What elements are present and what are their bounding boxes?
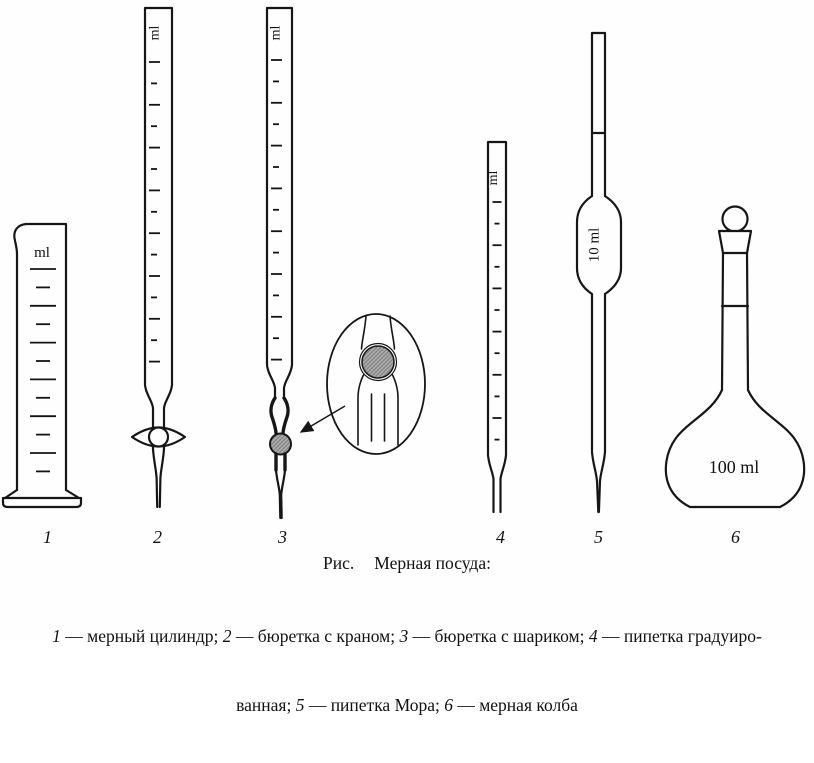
legend-item-text: ванная;	[236, 695, 296, 715]
legend-item-text: — мерный цилиндр;	[60, 626, 223, 646]
legend-line-1	[0, 625, 814, 648]
legend-item-text: — мерная колба	[452, 695, 578, 715]
legend-item-number: 3	[399, 626, 409, 646]
item-number-4: 4	[496, 527, 505, 547]
item-numbers	[0, 527, 814, 551]
stopcock-handle-circle	[149, 428, 168, 447]
item-number-5: 5	[594, 527, 603, 547]
burette2-tube-outline	[267, 8, 292, 398]
legend-item-number: 5	[295, 695, 305, 715]
figure-legend	[0, 579, 814, 763]
burette1-scale-ticks	[149, 62, 160, 362]
legend-item-text: — бюретка с шариком;	[408, 626, 589, 646]
legend-item-text: — пипетка градуиро-	[597, 626, 762, 646]
cylinder-base	[3, 490, 81, 507]
item-number-6: 6	[731, 527, 740, 547]
legend-item-number: 4	[588, 626, 598, 646]
caption-title: Мерная посуда:	[374, 553, 491, 573]
flask-neck	[722, 253, 748, 390]
burette2-lower-tube	[276, 454, 285, 470]
legend-line-2	[0, 694, 814, 717]
burette2-unit-label: ml	[268, 25, 284, 41]
cylinder-scale-ticks	[30, 269, 56, 471]
burette1-unit-label: ml	[147, 25, 163, 41]
burette2-tip	[276, 470, 285, 518]
burette1-tip	[153, 449, 164, 507]
glass-ball	[270, 434, 291, 455]
mohr-volume-label: 10 ml	[586, 227, 603, 263]
pipette1-tube-outline	[488, 142, 506, 512]
legend-item-number: 1	[52, 626, 61, 646]
rubber-connector	[271, 398, 288, 433]
stopper-plug	[719, 231, 751, 253]
graduated-pipette	[486, 142, 506, 512]
burette-with-ball	[267, 8, 292, 518]
legend-item-text: — бюретка с краном;	[231, 626, 400, 646]
volumetric-flask	[666, 207, 804, 508]
burette-with-stopcock	[132, 8, 185, 507]
burette2-scale-ticks	[271, 60, 282, 360]
caption-label: Рис.	[323, 553, 355, 573]
legend-item-number: 2	[222, 626, 232, 646]
cylinder-body-outline	[14, 224, 66, 490]
pipette1-unit-label: ml	[486, 170, 501, 186]
stopper-knob	[723, 207, 748, 232]
pipette1-scale-ticks	[493, 202, 502, 440]
inset-circle	[327, 314, 425, 454]
legend-item-text: — пипетка Мора;	[304, 695, 445, 715]
figure-caption	[0, 553, 814, 574]
ball-valve-inset	[301, 314, 425, 454]
mohr-pipette	[577, 33, 621, 512]
legend-item-number: 6	[444, 695, 453, 715]
mohr-tube-outline	[577, 33, 621, 512]
inset-ball	[362, 346, 394, 378]
item-number-1: 1	[43, 527, 52, 547]
item-number-2: 2	[153, 527, 162, 547]
measuring-cylinder	[3, 224, 81, 507]
item-number-3: 3	[278, 527, 287, 547]
flask-volume-label: 100 ml	[708, 457, 760, 477]
burette1-tube-outline	[145, 8, 172, 449]
cylinder-unit-label: ml	[34, 245, 50, 261]
flask-body	[666, 390, 804, 507]
